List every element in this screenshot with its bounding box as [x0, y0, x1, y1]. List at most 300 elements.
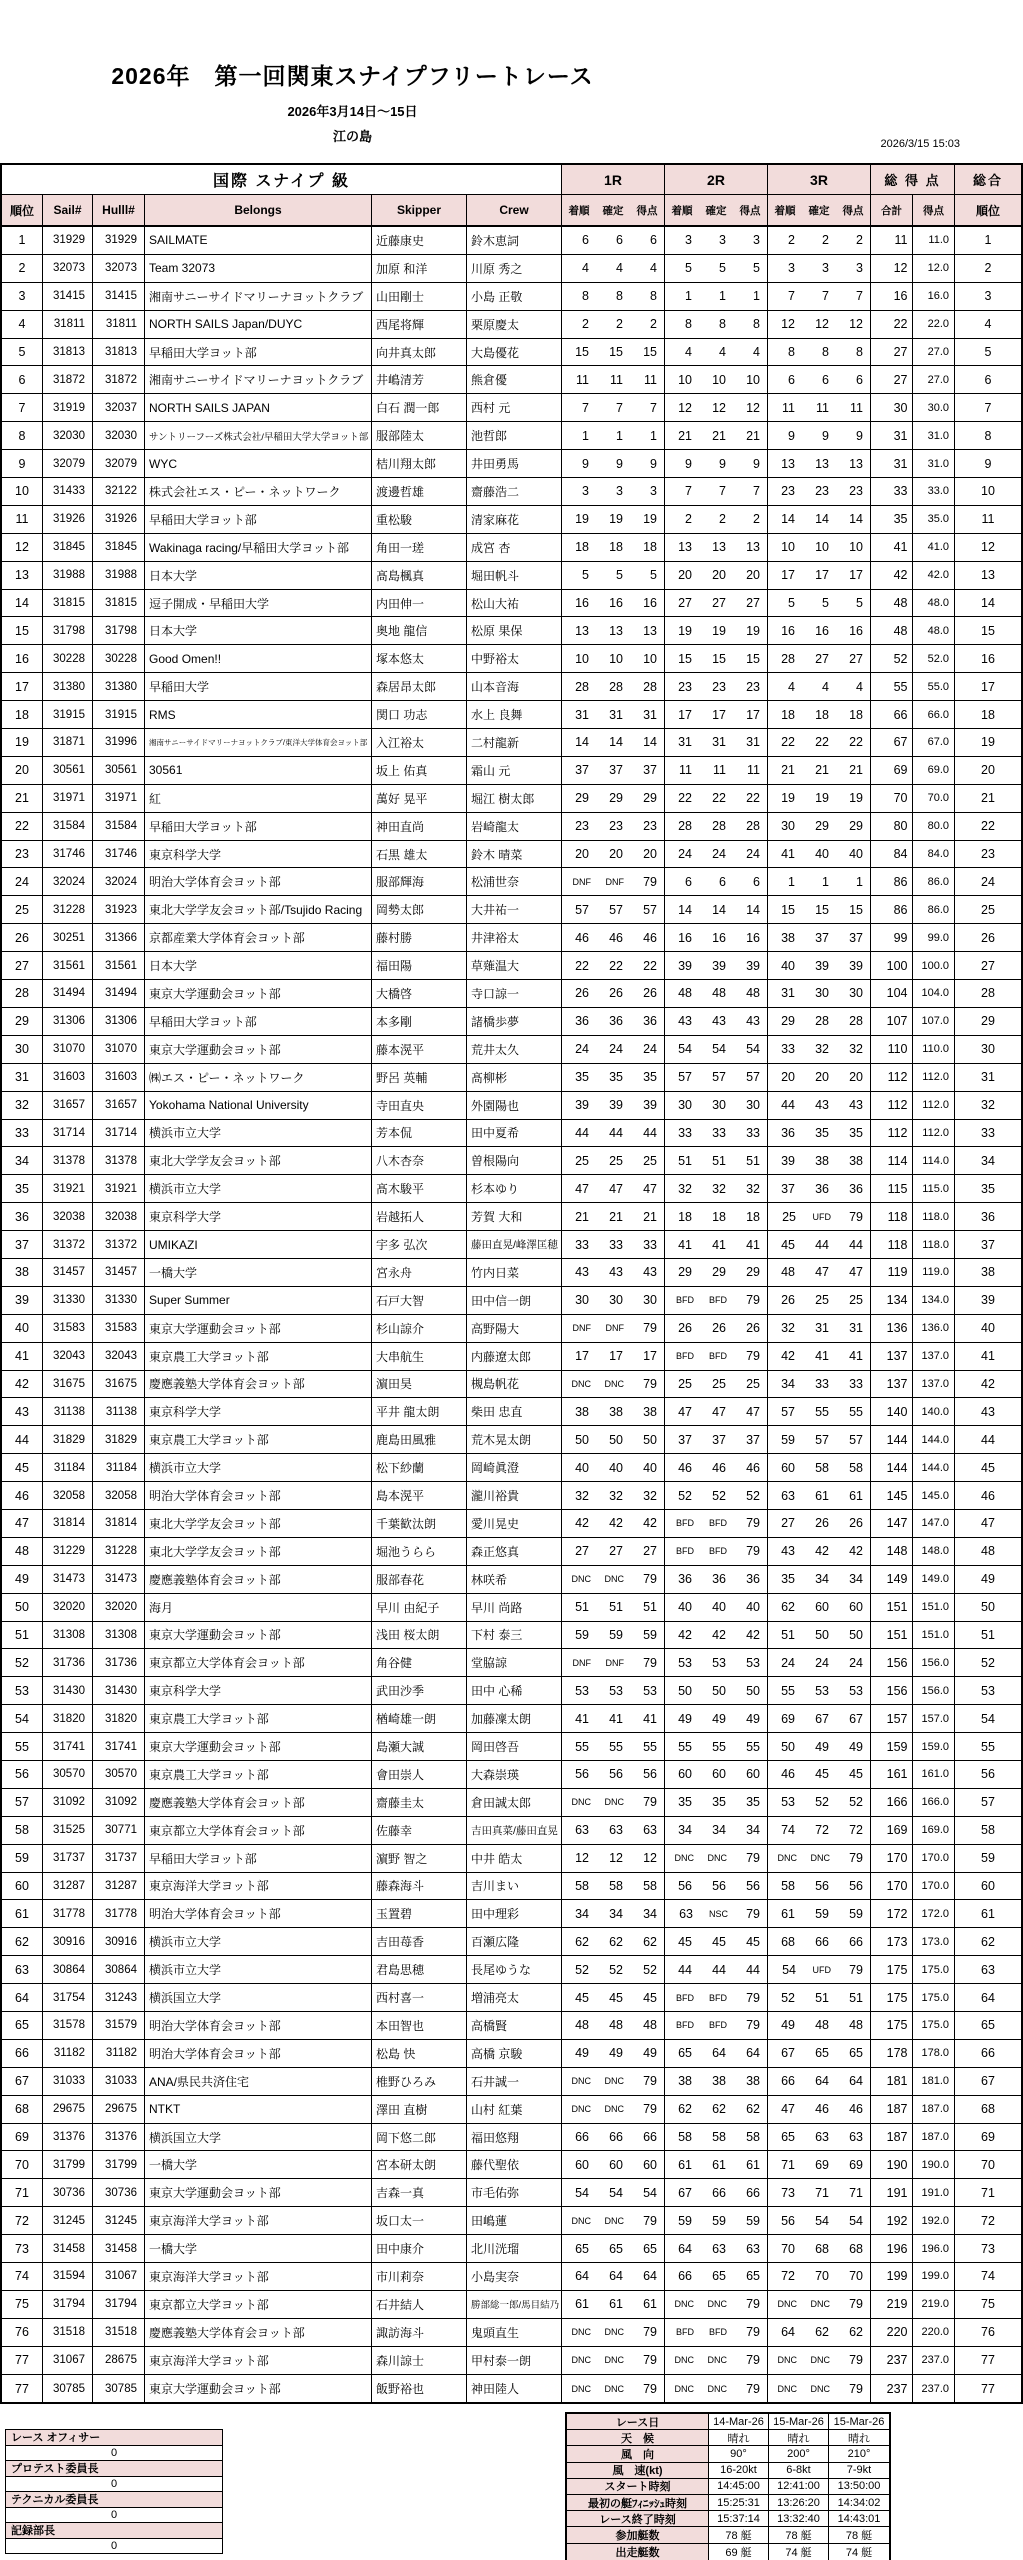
score-value: 46 — [849, 2102, 863, 2117]
sail-number-cell: 31657 — [43, 1092, 93, 1119]
score-value: 17 — [643, 1349, 657, 1364]
score-value: 9 — [685, 456, 692, 471]
total-sum: 169 — [886, 1823, 908, 1838]
score-value: 3 — [650, 484, 657, 499]
score-value: 35 — [575, 1070, 589, 1085]
table-row — [2, 1036, 1021, 1064]
score-value: 5 — [822, 596, 829, 611]
score-value: 62 — [781, 1600, 795, 1615]
race3-scores-cell — [768, 2096, 871, 2123]
rank-cell: 53 — [2, 1677, 43, 1704]
score-value: 47 — [712, 1404, 726, 1419]
belongs-cell: ANA/県民共済住宅 — [145, 2068, 372, 2095]
score-value: 1 — [616, 428, 623, 443]
total-sum: 80 — [893, 819, 908, 834]
score-value: 28 — [643, 679, 657, 694]
skipper-cell: 関口 功志 — [372, 701, 467, 728]
score-value: 14 — [849, 512, 863, 527]
score-value: DNC — [777, 1853, 797, 1864]
race-info-value: 15-Mar-26 — [769, 2414, 829, 2429]
race3-scores-cell — [768, 1343, 871, 1370]
score-value: 29 — [781, 1014, 795, 1029]
net-points: 86.0 — [912, 896, 955, 923]
crew-cell: 清家麻花 — [467, 506, 562, 533]
score-value: 29 — [643, 791, 657, 806]
race1-scores-cell — [562, 366, 665, 393]
score-value: 28 — [849, 1014, 863, 1029]
belongs-cell: 逗子開成・早稲田大学 — [145, 590, 372, 617]
overall-rank-cell: 17 — [981, 679, 995, 694]
score-value: 51 — [609, 1600, 623, 1615]
race1-scores-cell — [562, 1203, 665, 1230]
total-sum: 172 — [886, 1906, 908, 1921]
score-value: 51 — [643, 1600, 657, 1615]
table-row — [2, 841, 1021, 869]
score-value: 45 — [781, 1237, 795, 1252]
belongs-cell: 東京科学大学 — [145, 1203, 372, 1230]
score-value: 52 — [609, 1962, 623, 1977]
race1-scores-cell — [562, 1733, 665, 1760]
score-value: 37 — [609, 763, 623, 778]
rank-cell: 45 — [2, 1454, 43, 1481]
race2-scores-cell — [665, 617, 768, 644]
event-dates: 2026年3月14日～15日 — [287, 104, 418, 119]
net-points: 110.0 — [912, 1036, 955, 1063]
skipper-cell: 諏訪海斗 — [372, 2319, 467, 2346]
race-info-value: 210° — [847, 2447, 871, 2460]
score-value: 19 — [849, 791, 863, 806]
belongs-cell: 日本大学 — [145, 952, 372, 979]
skipper-cell: 寺田直央 — [372, 1092, 467, 1119]
score-value: 34 — [678, 1823, 692, 1838]
score-value: 9 — [822, 428, 829, 443]
race3-scores-cell — [768, 1259, 871, 1286]
race2-scores-cell — [665, 2235, 768, 2262]
score-value: 26 — [781, 1293, 795, 1308]
race-info-label: レース日 — [567, 2414, 709, 2429]
rank-cell: 47 — [2, 1510, 43, 1537]
skipper-cell: 石戸大智 — [372, 1287, 467, 1314]
overall-rank-cell: 64 — [981, 1990, 995, 2005]
score-value: 15 — [781, 902, 795, 917]
score-value: DNC — [707, 2299, 727, 2310]
skipper-cell: 服部陸太 — [372, 422, 467, 449]
skipper-cell: 内田伸一 — [372, 590, 467, 617]
total-points-cell — [871, 366, 955, 393]
table-row — [2, 1761, 1021, 1789]
race1-scores-cell — [562, 1622, 665, 1649]
race3-scores-cell — [768, 813, 871, 840]
score-value: 36 — [815, 1181, 829, 1196]
skipper-cell: 吉田苺香 — [372, 1928, 467, 1955]
score-value: 64 — [643, 2269, 657, 2284]
rank-cell: 42 — [2, 1371, 43, 1398]
score-value: 23 — [712, 679, 726, 694]
score-value: 46 — [575, 930, 589, 945]
score-value: 8 — [753, 317, 760, 332]
race3-scores-cell — [768, 2012, 871, 2039]
score-value: 22 — [678, 791, 692, 806]
crew-cell: 荒井太久 — [467, 1036, 562, 1063]
skipper-cell: 向井真太郎 — [372, 339, 467, 366]
score-value: 79 — [746, 2325, 760, 2340]
score-value: 57 — [712, 1070, 726, 1085]
table-row — [2, 785, 1021, 813]
net-points: 100.0 — [912, 952, 955, 979]
belongs-cell: 明治大学体育会ヨット部 — [145, 1900, 372, 1927]
net-points: 170.0 — [912, 1873, 955, 1900]
race2-scores-cell — [665, 366, 768, 393]
skipper-cell: 吉森一真 — [372, 2179, 467, 2206]
score-value: 38 — [678, 2074, 692, 2089]
total-sum: 115 — [887, 1181, 908, 1196]
overall-rank-cell: 16 — [981, 651, 995, 666]
crew-cell: 井田勇馬 — [467, 450, 562, 477]
race2-scores-cell — [665, 868, 768, 895]
score-value: 13 — [609, 623, 623, 638]
score-value: 56 — [609, 1767, 623, 1782]
race1-scores-cell — [562, 1538, 665, 1565]
score-value: 79 — [746, 1851, 760, 1866]
skipper-cell: 島本滉平 — [372, 1482, 467, 1509]
race-info-value: 晴れ — [709, 2430, 769, 2445]
score-value: 18 — [849, 707, 863, 722]
score-value: 60 — [678, 1767, 692, 1782]
total-sum: 35 — [893, 512, 908, 527]
table-row — [2, 813, 1021, 841]
belongs-cell: サントリーフーズ株式会社/早稲田大学大学ヨット部 — [145, 422, 372, 449]
overall-rank-cell: 46 — [981, 1488, 995, 1503]
score-value: 4 — [582, 261, 589, 276]
score-value: 41 — [643, 1711, 657, 1726]
race1-scores-cell — [562, 1343, 665, 1370]
score-value: 40 — [609, 1460, 623, 1475]
crew-cell: 藤田直晃/峰澤匡穂 — [467, 1231, 562, 1258]
score-value: 60 — [781, 1460, 795, 1475]
skipper-cell: 早川 由紀子 — [372, 1594, 467, 1621]
score-value: 60 — [609, 2157, 623, 2172]
score-value: 62 — [746, 2102, 760, 2117]
skipper-cell: 野呂 英輔 — [372, 1064, 467, 1091]
score-value: 58 — [575, 1878, 589, 1893]
score-value: 55 — [678, 1739, 692, 1754]
belongs-cell: 東京大学運動会ヨット部 — [145, 2179, 372, 2206]
score-value: 51 — [678, 1153, 692, 1168]
score-value: 68 — [849, 2241, 863, 2256]
total-sum: 100 — [886, 958, 908, 973]
race3-scores-cell — [768, 1398, 871, 1425]
overall-rank-cell: 62 — [981, 1934, 995, 1949]
net-points: 27.0 — [912, 366, 955, 393]
score-value: BFD — [709, 1546, 727, 1557]
rank-cell: 64 — [2, 1984, 43, 2011]
rank-cell: 71 — [2, 2179, 43, 2206]
total-points-cell — [871, 1231, 955, 1258]
belongs-cell: 東京都立大学体育会ヨット部 — [145, 1649, 372, 1676]
total-points-cell — [871, 868, 955, 895]
score-value: 22 — [575, 958, 589, 973]
score-value: 65 — [781, 2130, 795, 2144]
race1-scores-cell — [562, 1510, 665, 1537]
score-value: 48 — [746, 986, 760, 1001]
rank-cell: 30 — [2, 1036, 43, 1063]
total-sum: 237 — [886, 2353, 908, 2368]
overall-rank-cell: 2 — [984, 261, 992, 276]
race3-scores-cell — [768, 1482, 871, 1509]
belongs-cell: 海月 — [145, 1594, 372, 1621]
score-value: 43 — [575, 1265, 589, 1280]
score-value: 54 — [575, 2185, 589, 2200]
sail-number-cell: 31229 — [43, 1538, 93, 1565]
sail-number-cell: 31971 — [43, 785, 93, 812]
hull-number-cell: 31583 — [93, 1315, 145, 1342]
hull-number-cell: 31584 — [93, 813, 145, 840]
crew-cell: 増浦亮太 — [467, 1984, 562, 2011]
net-points: 69.0 — [912, 757, 955, 784]
score-value: 40 — [746, 1600, 760, 1615]
rank-cell: 46 — [2, 1482, 43, 1509]
skipper-cell: 松島 快 — [372, 2040, 467, 2067]
score-value: 11 — [576, 372, 589, 387]
net-points: 147.0 — [912, 1510, 955, 1537]
race2-scores-cell — [665, 1092, 768, 1119]
race2-scores-cell — [665, 394, 768, 421]
belongs-cell: 東北大学学友会ヨット部 — [145, 1538, 372, 1565]
score-value: 79 — [849, 2297, 863, 2312]
page-title: 2026年 第一回関東スナイプフリートレース — [111, 63, 594, 89]
score-value: 43 — [746, 1014, 760, 1029]
belongs-cell: 東北大学学友会ヨット部 — [145, 1510, 372, 1537]
score-value: 17 — [781, 568, 795, 583]
score-value: 49 — [643, 2046, 657, 2061]
total-sum: 170 — [886, 1878, 908, 1893]
skipper-cell: 宮本研太朗 — [372, 2151, 467, 2178]
score-value: 52 — [849, 1795, 863, 1810]
total-points-cell — [871, 562, 955, 589]
total-sum: 137 — [886, 1376, 908, 1391]
hull-number-cell: 31330 — [93, 1287, 145, 1314]
total-points-cell — [871, 2375, 955, 2403]
score-value: 63 — [575, 1823, 589, 1838]
score-value: DNC — [777, 2383, 797, 2394]
belongs-cell: 東京大学運動会ヨット部 — [145, 1036, 372, 1063]
rank-cell: 40 — [2, 1315, 43, 1342]
rank-cell: 33 — [2, 1120, 43, 1147]
score-value: 3 — [719, 233, 726, 248]
score-value: 27 — [815, 651, 829, 666]
score-value: 23 — [575, 819, 589, 834]
score-value: 26 — [643, 986, 657, 1001]
overall-rank-cell: 44 — [981, 1432, 995, 1447]
score-value: 16 — [678, 930, 692, 945]
total-points-cell — [871, 339, 955, 366]
overall-rank-cell: 5 — [984, 345, 992, 359]
total-sum: 196 — [886, 2241, 908, 2256]
rank-cell: 34 — [2, 1147, 43, 1174]
score-value: 64 — [815, 2074, 829, 2089]
rank-cell: 19 — [2, 729, 43, 756]
score-value: 22 — [815, 735, 829, 750]
overall-rank-cell: 25 — [981, 902, 995, 917]
score-value: 5 — [685, 261, 692, 276]
net-points: 166.0 — [912, 1789, 955, 1816]
skipper-cell: 神田直尚 — [372, 813, 467, 840]
race2-scores-cell — [665, 590, 768, 617]
table-row — [2, 1175, 1021, 1203]
score-value: 56 — [575, 1767, 589, 1782]
score-value: 14 — [712, 902, 726, 917]
net-points: 80.0 — [912, 813, 955, 840]
crew-cell: 槻島帆花 — [467, 1371, 562, 1398]
overall-rank-cell: 76 — [981, 2325, 995, 2340]
score-value: 11 — [782, 400, 795, 415]
race1-scores-cell — [562, 506, 665, 533]
score-value: 18 — [746, 1209, 760, 1224]
score-value: DNF — [572, 1323, 591, 1334]
skipper-cell: 石黒 雄太 — [372, 841, 467, 868]
total-points-cell — [871, 1343, 955, 1370]
total-sum: 27 — [893, 345, 908, 359]
race-info-value: 7-9kt — [846, 2464, 872, 2477]
total-sum: 112 — [887, 1098, 908, 1113]
total-sum: 187 — [886, 2102, 908, 2117]
subheader-points: 得点 — [636, 204, 658, 217]
total-points-cell — [871, 1064, 955, 1091]
score-value: 32 — [712, 1181, 726, 1196]
total-points-cell — [871, 896, 955, 923]
hull-number-cell: 31033 — [93, 2068, 145, 2095]
race3-scores-cell — [768, 1817, 871, 1844]
score-value: 63 — [643, 1823, 657, 1838]
score-value: 7 — [719, 484, 726, 499]
belongs-cell: 東京都立大学体育会ヨット部 — [145, 1817, 372, 1844]
score-value: 42 — [678, 1627, 692, 1642]
total-points-cell — [871, 1984, 955, 2011]
belongs-cell: 東京都立大学ヨット部 — [145, 2291, 372, 2318]
total-points-cell — [871, 534, 955, 561]
score-value: 48 — [575, 2018, 589, 2033]
score-value: 54 — [678, 1042, 692, 1057]
hull-number-cell: 31798 — [93, 617, 145, 644]
race-info-label: 風 速(kt) — [567, 2463, 709, 2478]
overall-rank-cell: 18 — [981, 707, 995, 722]
race3-scores-cell — [768, 1649, 871, 1676]
net-points: 112.0 — [912, 1120, 955, 1147]
score-value: 50 — [815, 1627, 829, 1642]
sail-number-cell: 31799 — [43, 2151, 93, 2178]
race2-scores-cell — [665, 729, 768, 756]
race-info-value: 晴れ — [848, 2432, 870, 2445]
rank-cell: 48 — [2, 1538, 43, 1565]
race2-scores-cell — [665, 1984, 768, 2011]
score-value: DNC — [571, 2215, 591, 2226]
overall-rank-cell: 77 — [981, 2381, 995, 2396]
race1-scores-cell — [562, 1454, 665, 1481]
score-value: 10 — [575, 651, 589, 666]
score-value: 61 — [815, 1488, 829, 1503]
race3-scores-cell — [768, 394, 871, 421]
hull-number-cell: 32043 — [93, 1343, 145, 1370]
score-value: 39 — [815, 958, 829, 973]
overall-rank-cell: 60 — [981, 1878, 995, 1893]
score-value: 36 — [712, 1572, 726, 1587]
total-points-cell — [871, 2347, 955, 2374]
score-value: 10 — [678, 372, 692, 387]
race-info-label: 出走艇数 — [567, 2544, 709, 2560]
score-value: 47 — [643, 1181, 657, 1196]
score-value: 36 — [746, 1572, 760, 1587]
total-sum: 149 — [886, 1572, 908, 1587]
hull-number-cell: 31138 — [93, 1398, 145, 1425]
score-value: 12 — [678, 400, 692, 415]
skipper-cell: 岡勢太郎 — [372, 896, 467, 923]
race3-scores-cell — [768, 1594, 871, 1621]
total-sum: 173 — [886, 1934, 908, 1949]
score-value: 22 — [609, 958, 623, 973]
score-value: 31 — [712, 735, 726, 750]
skipper-cell: 濵田昊 — [372, 1371, 467, 1398]
race1-scores-cell — [562, 813, 665, 840]
race-info-value: 15:25:31 — [709, 2495, 769, 2510]
total-points-cell — [871, 1287, 955, 1314]
race3-scores-cell — [768, 701, 871, 728]
crew-cell: 山本音海 — [467, 673, 562, 700]
score-value: 79 — [643, 2381, 657, 2396]
score-value: 51 — [849, 1990, 863, 2005]
score-value: 6 — [616, 233, 623, 248]
race2-scores-cell — [665, 1120, 768, 1147]
hull-number-cell: 31923 — [93, 896, 145, 923]
table-row — [2, 422, 1021, 450]
skipper-cell: 楢崎雄一朗 — [372, 1705, 467, 1732]
crew-cell: 池哲郎 — [467, 422, 562, 449]
crew-cell: 小島 正敬 — [467, 283, 562, 310]
score-value: 51 — [712, 1153, 726, 1168]
belongs-cell: 湘南サニーサイドマリーナヨットクラブ/東洋大学体育会ヨット部 — [145, 729, 372, 756]
score-value: 66 — [815, 1934, 829, 1949]
net-points: 187.0 — [912, 2096, 955, 2123]
race3-scores-cell — [768, 1036, 871, 1063]
skipper-cell: 加原 和洋 — [372, 255, 467, 282]
score-value: 35 — [746, 1795, 760, 1810]
total-points-cell — [871, 2263, 955, 2290]
table-row — [2, 1594, 1021, 1622]
score-value: 34 — [781, 1376, 795, 1391]
skipper-cell: 千葉歓汰朗 — [372, 1510, 467, 1537]
score-value: 26 — [575, 986, 589, 1001]
race3-subheaders — [768, 195, 871, 225]
table-row — [2, 1287, 1021, 1315]
score-value: DNC — [674, 2383, 694, 2394]
race1-scores-cell — [562, 1175, 665, 1202]
race2-scores-cell — [665, 1594, 768, 1621]
score-value: 45 — [849, 1767, 863, 1782]
score-value: 38 — [849, 1153, 863, 1168]
score-value: 46 — [643, 930, 657, 945]
race3-scores-cell — [768, 1566, 871, 1593]
total-sum: 166 — [886, 1795, 908, 1810]
score-value: 24 — [712, 847, 726, 862]
score-value: 60 — [746, 1767, 760, 1782]
score-value: 28 — [678, 819, 692, 834]
total-sum: 69 — [893, 763, 908, 778]
race2-scores-cell — [665, 1566, 768, 1593]
subheader-points: 得点 — [842, 204, 864, 217]
score-value: 54 — [782, 1962, 796, 1977]
hull-number-cell: 31820 — [93, 1705, 145, 1732]
score-value: 24 — [815, 1655, 829, 1670]
race2-scores-cell — [665, 1928, 768, 1955]
